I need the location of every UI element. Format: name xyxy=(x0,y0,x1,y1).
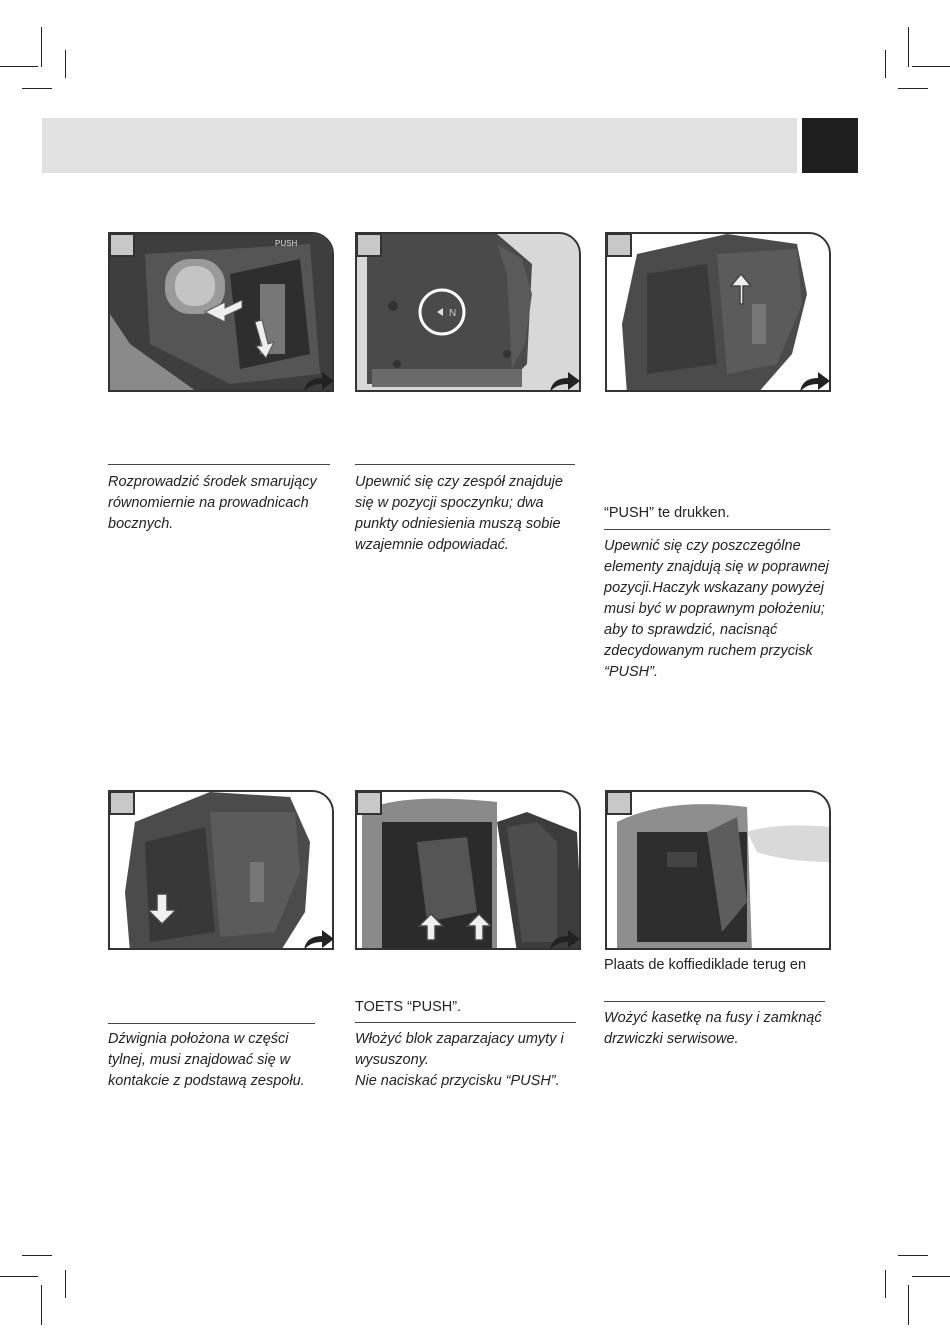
step-3-heading: “PUSH” te drukken. xyxy=(604,505,730,521)
insert-brew-group-photo xyxy=(355,790,581,950)
step-5-heading: TOETS “PUSH”. xyxy=(355,999,462,1015)
step-number-box xyxy=(109,791,135,815)
step-number-box xyxy=(109,233,135,257)
step-6-caption: Wożyć kasetkę na fusy i zamknąć drzwiczki serwisowe. xyxy=(604,1010,822,1047)
lever-position-photo xyxy=(108,790,334,950)
curved-arrow-right-icon xyxy=(548,370,582,394)
push-button-photo xyxy=(605,232,831,392)
step-3-caption: Upewnić się czy poszczególne elementy znajdują się w poprawnej pozycji.Haczyk wskazany powyżej musi być w poprawnym położeniu; aby to sprawdzić, nacisnąć zdecydowanym ruchem przycisk “PUSH”. xyxy=(604,538,829,680)
caption-rule xyxy=(355,464,575,465)
curved-arrow-right-icon xyxy=(302,370,336,394)
step-number-box xyxy=(606,233,632,257)
curved-arrow-right-icon xyxy=(548,928,582,952)
header-tab xyxy=(802,118,858,173)
curved-arrow-right-icon xyxy=(798,370,832,394)
caption-rule xyxy=(108,1023,315,1024)
lubricate-guides-photo xyxy=(108,232,334,392)
svg-text:N: N xyxy=(449,308,457,319)
header-bar xyxy=(42,118,797,173)
step-1-caption: Rozprowadzić środek smarujący równomiernie na prowadnicach bocznych. xyxy=(108,474,317,532)
rest-position-check-photo xyxy=(355,232,581,392)
step-4-caption: Dźwignia położona w części tylnej, musi znajdować się w kontakcie z podstawą zespołu. xyxy=(108,1031,305,1089)
step-5-caption: Włożyć blok zaparzajacy umyty i wysuszony. Nie naciskać przycisku “PUSH”. xyxy=(355,1031,564,1089)
close-service-door-photo xyxy=(605,790,831,950)
step-number-box xyxy=(356,791,382,815)
step-number-box xyxy=(356,233,382,257)
step-2-caption: Upewnić się czy zespół znajduje się w pozycji spoczynku; dwa punkty odniesienia muszą sobie wzajemnie odpowiadać. xyxy=(355,474,563,553)
step-6-heading: Plaats de koffiediklade terug en xyxy=(604,957,807,973)
curved-arrow-right-icon xyxy=(302,928,336,952)
step-number-box xyxy=(606,791,632,815)
svg-text:PUSH: PUSH xyxy=(275,239,298,248)
caption-rule xyxy=(604,1001,825,1002)
caption-rule xyxy=(108,464,330,465)
caption-rule xyxy=(604,529,830,530)
caption-rule xyxy=(355,1022,576,1023)
